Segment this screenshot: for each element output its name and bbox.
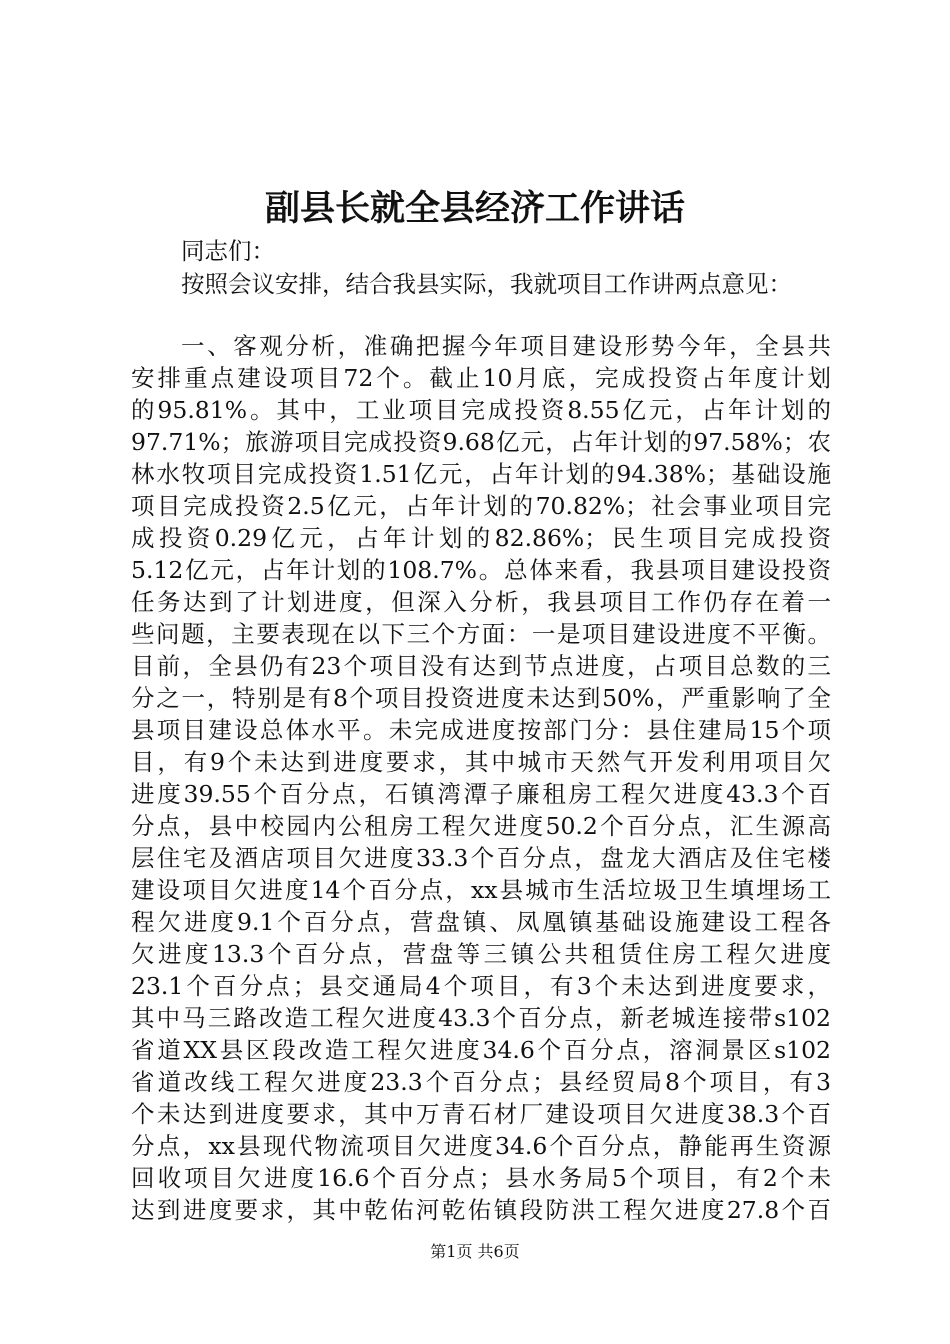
page-footer: 第1页 共6页 bbox=[430, 1242, 520, 1261]
body-line: 23.1个百分点；县交通局4个项目，有3个未达到进度要求， bbox=[131, 972, 831, 1000]
body-line: 省道改线工程欠进度23.3个百分点；县经贸局8个项目，有3 bbox=[131, 1068, 831, 1096]
intro-paragraph: 按照会议安排，结合我县实际，我就项目工作讲两点意见： bbox=[181, 270, 792, 298]
body-line: 些问题，主要表现在以下三个方面：一是项目建设进度不平衡。 bbox=[131, 620, 831, 648]
body-line: 分点，xx县现代物流项目欠进度34.6个百分点，静能再生资源 bbox=[131, 1132, 831, 1160]
body-line: 程欠进度9.1个百分点，营盘镇、凤凰镇基础设施建设工程各 bbox=[131, 908, 831, 936]
greeting: 同志们： bbox=[181, 237, 275, 265]
body-line: 97.71%；旅游项目完成投资9.68亿元，占年计划的97.58%；农 bbox=[131, 428, 831, 456]
body-line: 安排重点建设项目72个。截止10月底，完成投资占年度计划 bbox=[131, 364, 831, 392]
body-line: 达到进度要求，其中乾佑河乾佑镇段防洪工程欠进度27.8个百 bbox=[131, 1196, 831, 1224]
body-line: 目前，全县仍有23个项目没有达到节点进度，占项目总数的三 bbox=[131, 652, 831, 680]
body-line: 的95.81%。其中，工业项目完成投资8.55亿元，占年计划的 bbox=[131, 396, 831, 424]
body-line: 分点，县中校园内公租房工程欠进度50.2个百分点，汇生源高 bbox=[131, 812, 831, 840]
body-paragraph bbox=[131, 330, 831, 1226]
body-line: 5.12亿元，占年计划的108.7%。总体来看，我县项目建设投资 bbox=[131, 556, 831, 584]
body-line: 目，有9个未达到进度要求，其中城市天然气开发利用项目欠 bbox=[131, 748, 831, 776]
page-title: 副县长就全县经济工作讲话 bbox=[264, 188, 685, 229]
body-line: 项目完成投资2.5亿元，占年计划的70.82%；社会事业项目完 bbox=[131, 492, 831, 520]
body-line: 个未达到进度要求，其中万青石材厂建设项目欠进度38.3个百 bbox=[131, 1100, 831, 1128]
body-line: 县项目建设总体水平。未完成进度按部门分：县住建局15个项 bbox=[131, 716, 831, 744]
body-line: 任务达到了计划进度，但深入分析，我县项目工作仍存在着一 bbox=[131, 588, 831, 616]
body-line: 分之一，特别是有8个项目投资进度未达到50%，严重影响了全 bbox=[131, 684, 831, 712]
body-line: 其中马三路改造工程欠进度43.3个百分点，新老城连接带s102 bbox=[131, 1004, 831, 1032]
body-line: 建设项目欠进度14个百分点，xx县城市生活垃圾卫生填埋场工 bbox=[131, 876, 831, 904]
body-line: 欠进度13.3个百分点，营盘等三镇公共租赁住房工程欠进度 bbox=[131, 940, 831, 968]
body-line: 回收项目欠进度16.6个百分点；县水务局5个项目，有2个未 bbox=[131, 1164, 831, 1192]
body-line: 成投资0.29亿元，占年计划的82.86%；民生项目完成投资 bbox=[131, 524, 831, 552]
body-line: 层住宅及酒店项目欠进度33.3个百分点，盘龙大酒店及住宅楼 bbox=[131, 844, 831, 872]
body-line: 林水牧项目完成投资1.51亿元，占年计划的94.38%；基础设施 bbox=[131, 460, 831, 488]
body-line: 一、客观分析，准确把握今年项目建设形势今年，全县共 bbox=[181, 332, 831, 360]
body-line: 省道XX县区段改造工程欠进度34.6个百分点，溶洞景区s102 bbox=[131, 1036, 831, 1064]
body-line: 进度39.55个百分点，石镇湾潭子廉租房工程欠进度43.3个百 bbox=[131, 780, 831, 808]
